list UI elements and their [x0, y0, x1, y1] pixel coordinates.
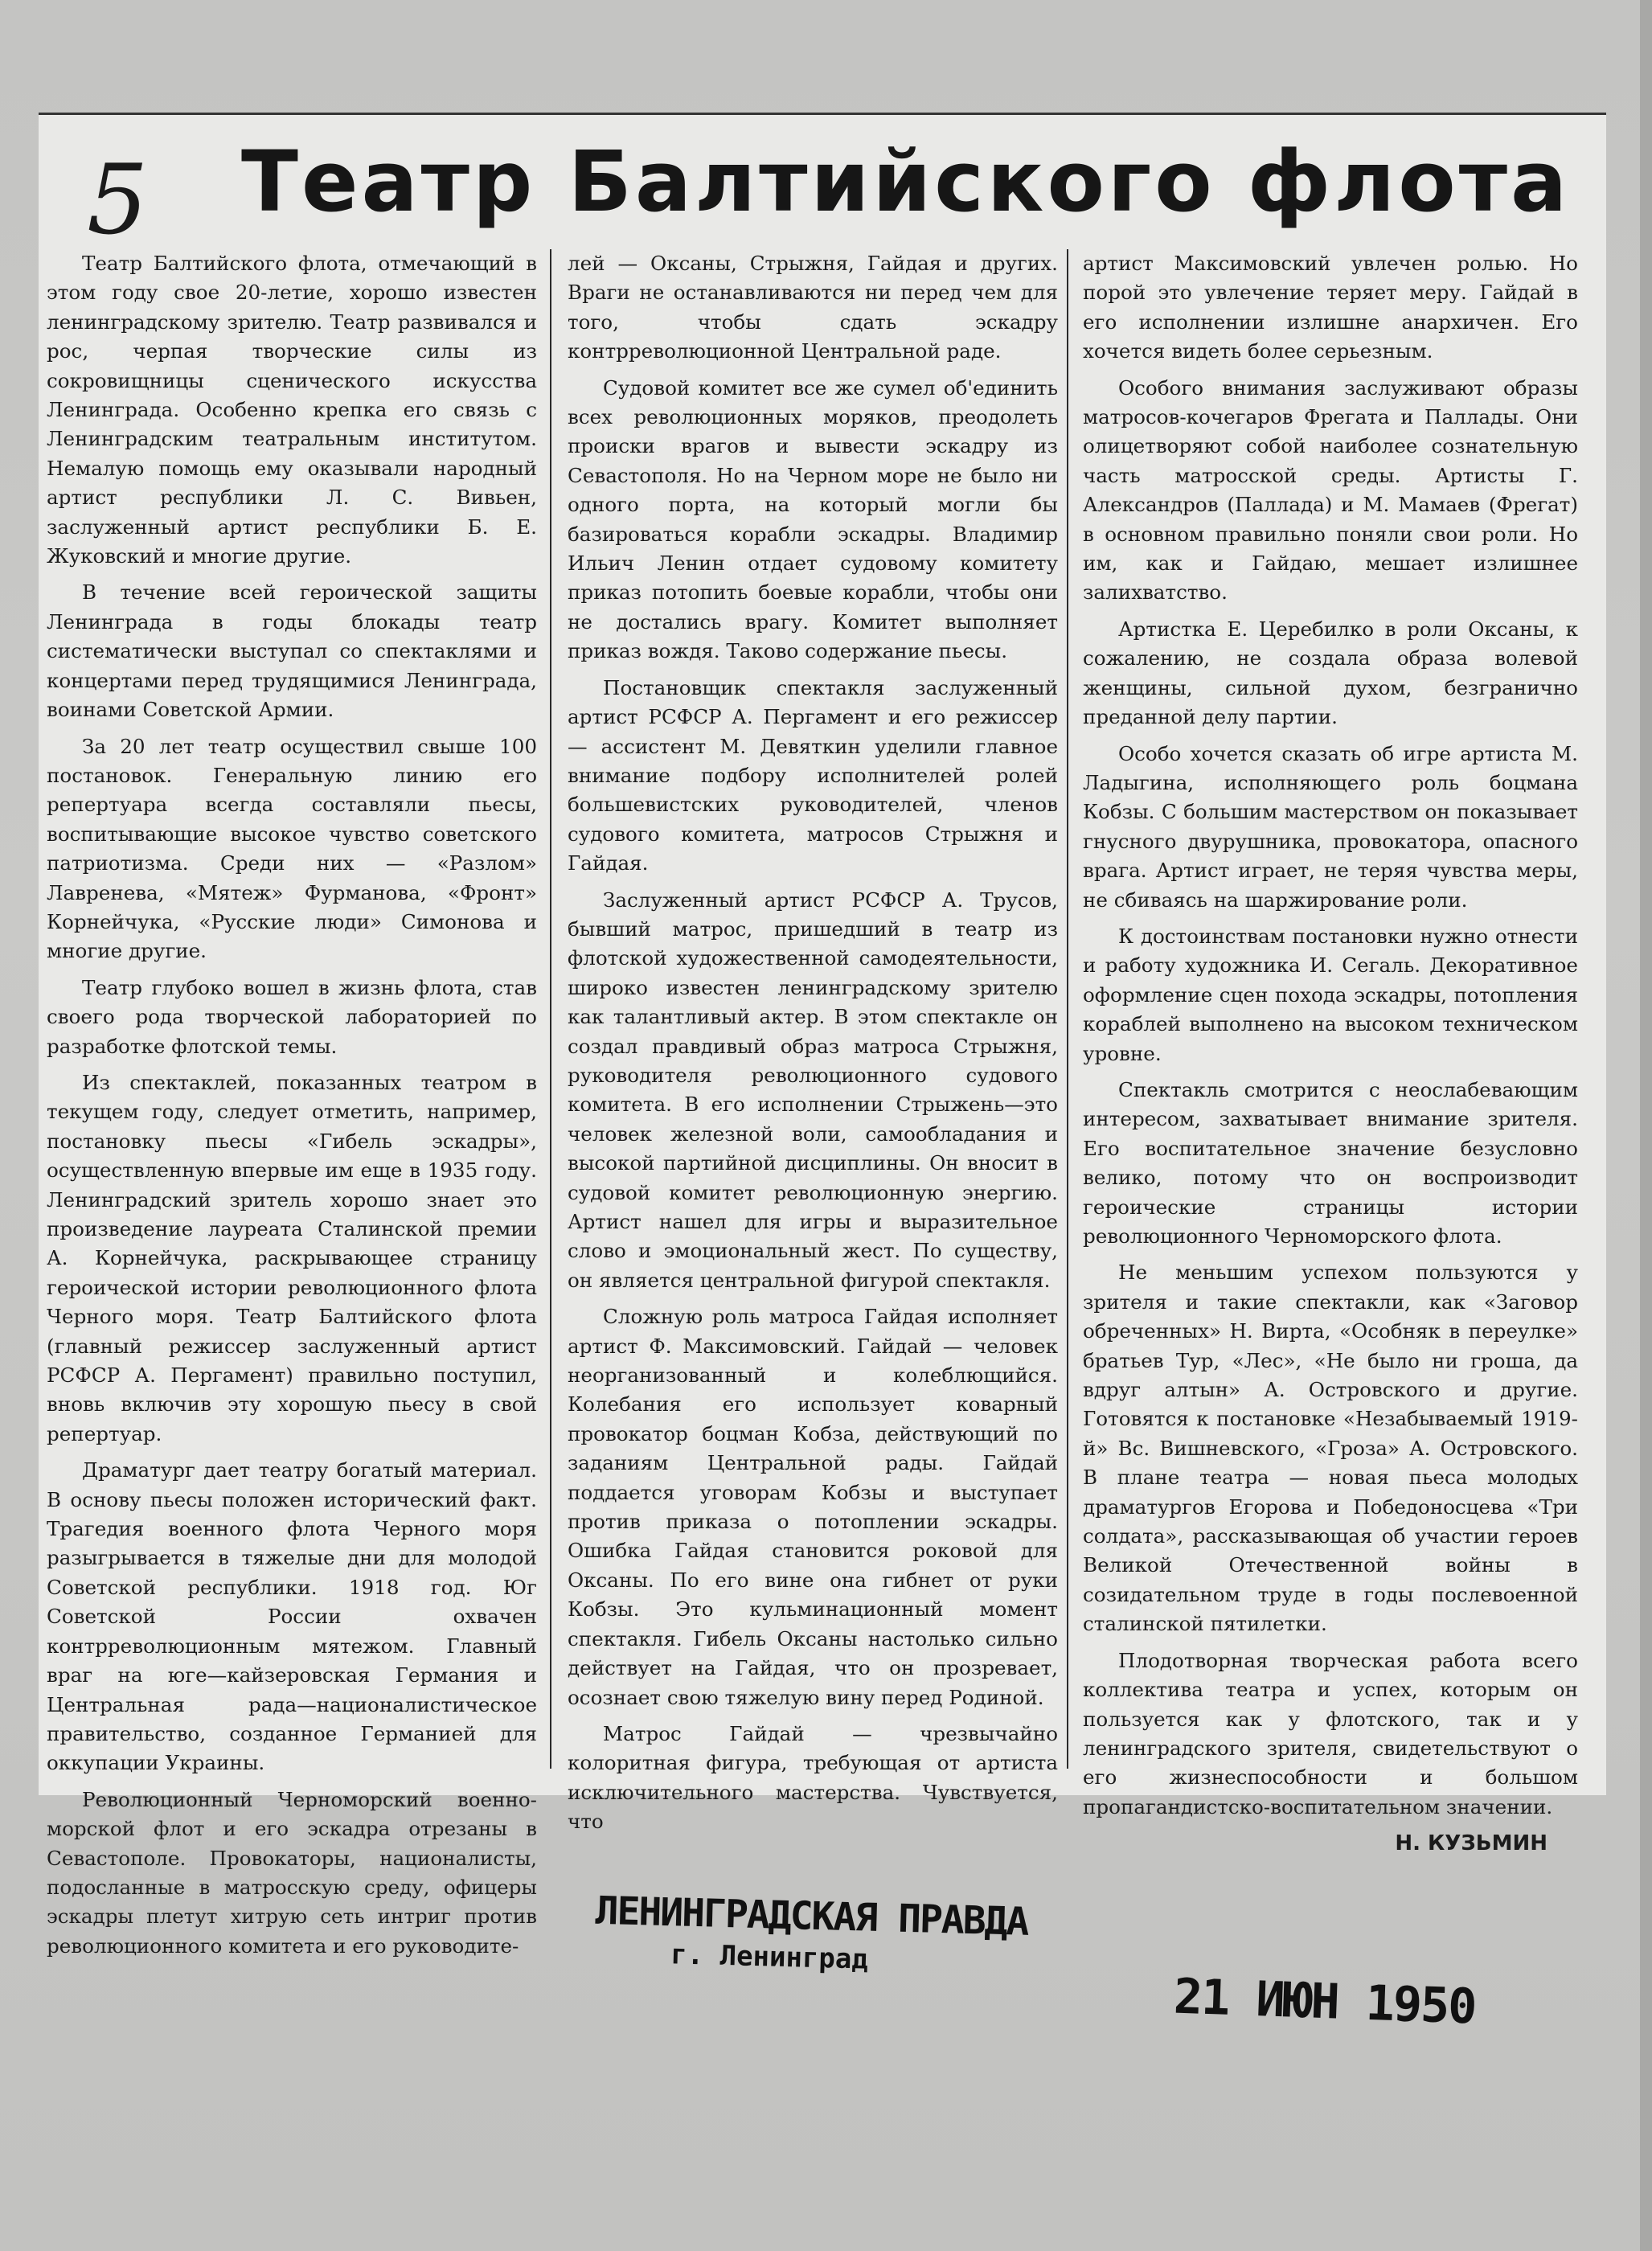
- paragraph: В течение всей героической защиты Ленинграда в годы блокады театр систематически выступал со спектаклями и концертами перед трудящимися Ленинграда, воинами Советской Армии.: [47, 580, 537, 722]
- paragraph: Спектакль смотрится с неослабевающим интересом, захватывает внимание зрителя. Его воспитательное значение безусловно велико, потому что он воспроизводит героические страницы истории революционного Черноморского флота.: [1083, 1077, 1578, 1248]
- paragraph: Особо хочется сказать об игре артиста М. Ладыгина, исполняющего роль боцмана Кобзы. С большим мастерством он показывает гнусного двурушника, провокатора, опасного врага. Артист играет, не теряя чувства меры, не сбиваясь на шаржирование роли.: [1083, 741, 1578, 912]
- paragraph: Особого внимания заслуживают образы матросов-кочегаров Фрегата и Паллады. Они олицетворяют собой наиболее сознательную часть матросской среды. Артисты Г. Александров (Паллада) и М. Мамаев (Фрегат) в основном правильно поняли свои роли. Но им, как и Гайдаю, мешает излишнее залихватство.: [1083, 375, 1578, 605]
- paragraph: Сложную роль матроса Гайдая исполняет артист Ф. Максимовский. Гайдай — человек неорганизованный и колеблющийся. Колебания его использует коварный провокатор боцман Кобза, действующий по заданиям Центральной рады. Гайдай поддается уговорам Кобзы и выступает против приказа о потоплении эскадры. Ошибка Гайдая становится роковой для Оксаны. По его вине она гибнет от руки Кобзы. Это кульминационный момент спектакля. Гибель Оксаны настолько сильно действует на Гайдая, что он прозревает, осознает свою тяжелую вину перед Родиной.: [568, 1305, 1058, 1709]
- column-rule: [550, 249, 551, 1769]
- paragraph: Театр Балтийского флота, отмечающий в этом году свое 20-летие, хорошо известен ленинградскому зрителю. Театр развивался и рос, черпая творческие силы из сокровищницы сценического искусства Ленинграда. Особенно крепка его связь с Ленинградским театральным институтом. Немалую помощь ему оказывали народный артист республики Л. С. Вивьен, заслуженный артист республики Б. Е. Жуковский и многие другие.: [47, 252, 537, 568]
- sheet-edge: [1640, 0, 1652, 2251]
- paragraph: Революционный Черноморский военно-морской флот и его эскадра отрезаны в Севастополе. Провокаторы, националисты, подосланные в матросскую среду, офицеры эскадры плетут хитрую сеть интриг против революционного комитета и его руководите-: [47, 1787, 537, 1958]
- paragraph: Театр глубоко вошел в жизнь флота, став своего рода творческой лабораторией по разработке флотской темы.: [47, 975, 537, 1058]
- article-column-3: [1083, 249, 1578, 1859]
- author-signature: Н. КУЗЬМИН: [1395, 1831, 1547, 1856]
- article-headline: Театр Балтийского флота: [241, 133, 1571, 231]
- paragraph: Плодотворная творческая работа всего коллектива театра и успех, которым он пользуется как у флотского, так и у ленинградского зрителя, свидетельствуют о его жизнеспособности и большом пропагандистско-воспитательном значении.: [1083, 1648, 1578, 1818]
- handwritten-page-number: 5: [87, 145, 149, 256]
- paragraph: лей — Оксаны, Стрыжня, Гайдая и других. Враги не останавливаются ни перед чем для того, чтобы сдать эскадру контрреволюционной Центральной раде.: [568, 252, 1058, 363]
- paragraph: За 20 лет театр осуществил свыше 100 постановок. Генеральную линию его репертуара всегда составляли пьесы, воспитывающие высокое чувство советского патриотизма. Среди них — «Разлом» Лавренева, «Мятеж» Фурманова, «Фронт» Корнейчука, «Русские люди» Симонова и многие другие.: [47, 734, 537, 963]
- paragraph: артист Максимовский увлечен ролью. Но порой это увлечение теряет меру. Гайдай в его исполнении излишне анархичен. Его хочется видеть более серьезным.: [1083, 252, 1578, 363]
- newspaper-stamp: [594, 1888, 1029, 1979]
- stamp-newspaper-name: ЛЕНИНГРАДСКАЯ ПРАВДА: [594, 1888, 1029, 1945]
- paragraph: Постановщик спектакля заслуженный артист РСФСР А. Пергамент и его режиссер — ассистент М. Девяткин уделили главное внимание подбору исполнителей ролей большевистских руководителей, членов судового комитета, матросов Стрыжня и Гайдая.: [568, 675, 1058, 875]
- stamp-city: г. Ленинград: [670, 1938, 869, 1976]
- date-stamp: 21 ИЮН 1950: [1172, 1968, 1477, 2036]
- paragraph: Артистка Е. Церебилко в роли Оксаны, к сожалению, не создала образа волевой женщины, сильной духом, безгранично преданной делу партии.: [1083, 617, 1578, 729]
- paragraph: Драматург дает театру богатый материал. В основу пьесы положен исторический факт. Трагедия военного флота Черного моря разыгрывается в тяжелые дни для молодой Советской республики. 1918 год. Юг Советской России охвачен контрреволюционным мятежом. Главный враг на юге—кайзеровская Германия и Центральная рада—националистическое правительство, созданное Германией для оккупации Украины.: [47, 1458, 537, 1775]
- paragraph: Из спектаклей, показанных театром в текущем году, следует отметить, например, постановку пьесы «Гибель эскадры», осуществленную впервые им еще в 1935 году. Ленинградский зритель хорошо знает это произведение лауреата Сталинской премии А. Корнейчука, раскрывающее страницу героической истории революционного флота Черного моря. Театр Балтийского флота (главный режиссер заслуженный артист РСФСР А. Пергамент) правильно поступил, вновь включив эту хорошую пьесу в свой репертуар.: [47, 1070, 537, 1445]
- paragraph: Судовой комитет все же сумел об'единить всех революционных моряков, преодолеть происки врагов и вывести эскадру из Севастополя. Но на Черном море не было ни одного порта, на который могли бы базироваться корабли эскадры. Владимир Ильич Ленин отдает судовому комитету приказ потопить боевые корабли, чтобы они не достались врагу. Комитет выполняет приказ вождя. Таково содержание пьесы.: [568, 375, 1058, 663]
- paragraph: К достоинствам постановки нужно отнести и работу художника И. Сегаль. Декоративное оформление сцен похода эскадры, потопления кораблей выполнено на высоком техническом уровне.: [1083, 924, 1578, 1065]
- article-column-2: [568, 249, 1058, 1844]
- paragraph: Не меньшим успехом пользуются у зрителя и такие спектакли, как «Заговор обреченных» Н. Вирта, «Особняк в переулке» братьев Тур, «Лес», «Не было ни гроша, да вдруг алтын» А. Островского и другие. Готовятся к постановке «Незабываемый 1919-й» Вс. Вишневского, «Гроза» А. Островского. В плане театра — новая пьеса молодых драматургов Егорова и Победоносцева «Три солдата», рассказывающая об участии героев Великой Отечественной войны в созидательном труде в годы послевоенной сталинской пятилетки.: [1083, 1261, 1578, 1636]
- paragraph: Заслуженный артист РСФСР А. Трусов, бывший матрос, пришедший в театр из флотской художественной самодеятельности, широко известен ленинградскому зрителю как талантливый актер. В этом спектакле он создал правдивый образ матроса Стрыжня, руководителя революционного судового комитета. В его исполнении Стрыжень—это человек железной воли, самообладания и высокой партийной дисциплины. Он вносит в судовой комитет революционную энергию. Артист нашел для игры и выразительное слово и эмоциональный жест. По существу, он является центральной фигурой спектакля.: [568, 888, 1058, 1292]
- column-rule: [1067, 249, 1068, 1769]
- paragraph: Матрос Гайдай — чрезвычайно колоритная фигура, требующая от артиста исключительного мастерства. Чувствуется, что: [568, 1721, 1058, 1834]
- article-column-1: [47, 249, 537, 1968]
